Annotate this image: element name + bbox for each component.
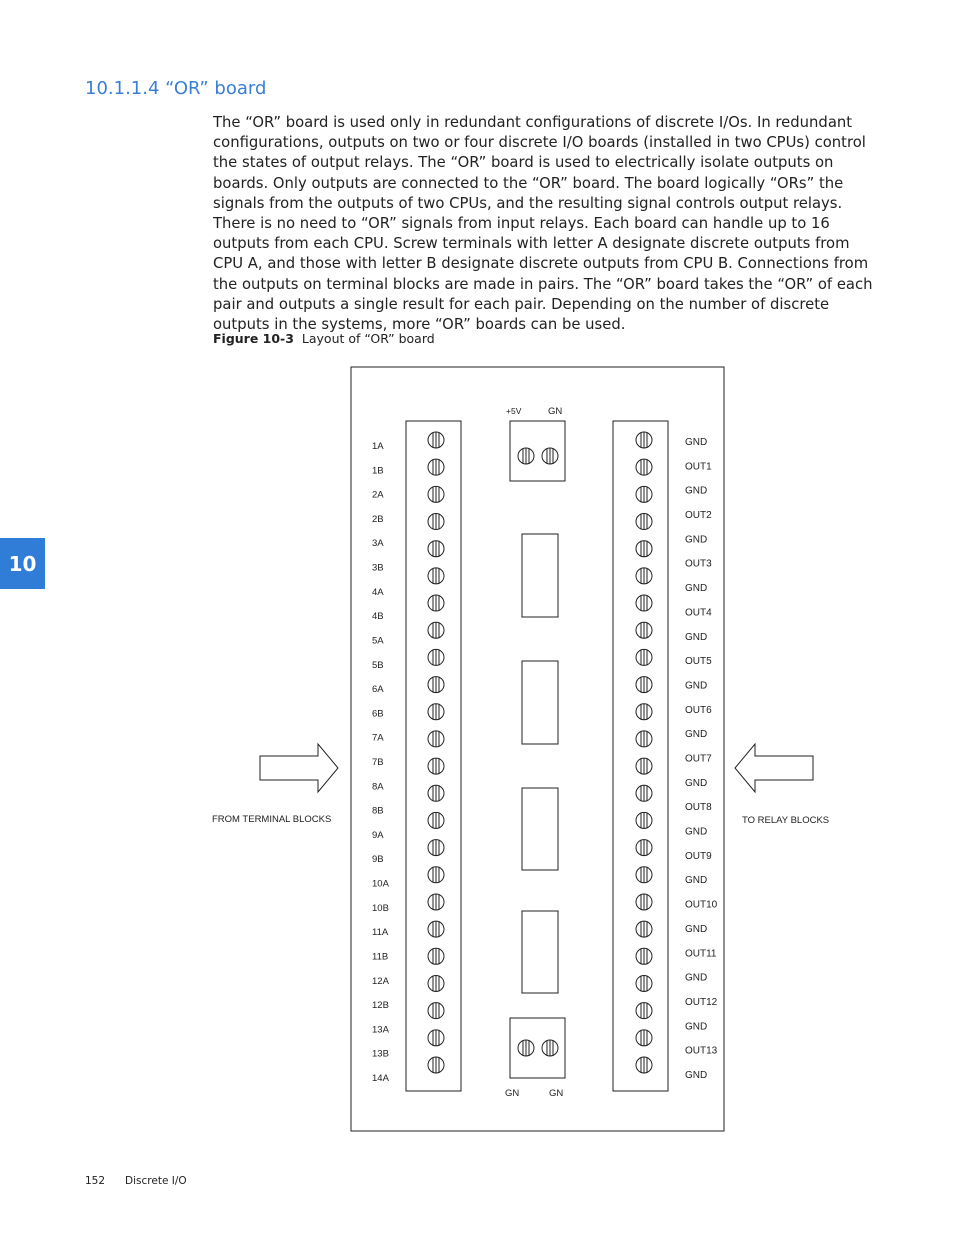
input-arrow-icon	[260, 744, 338, 792]
left-terminal-label: 3B	[372, 562, 384, 574]
right-terminal-label: OUT11	[685, 948, 717, 960]
right-screw-terminal	[636, 1003, 652, 1019]
right-screw-terminal	[636, 595, 652, 611]
left-screw-terminal	[428, 486, 444, 502]
left-terminal-label: 13B	[372, 1048, 389, 1060]
right-screw-terminal	[636, 459, 652, 475]
right-screw-terminal	[636, 649, 652, 665]
left-screw-terminal	[428, 432, 444, 448]
power-screw-terminal	[542, 1040, 558, 1056]
left-terminal-label: 12A	[372, 975, 389, 987]
left-terminal-label: 7B	[372, 757, 384, 768]
right-terminal-label: OUT4	[685, 607, 712, 619]
left-screw-terminal	[428, 948, 444, 964]
screw-terminals	[428, 432, 652, 1073]
left-terminal-label: 8B	[372, 805, 384, 817]
left-screw-terminal	[428, 622, 444, 638]
right-screw-terminal	[636, 1030, 652, 1046]
right-terminal-label: GND	[685, 875, 708, 887]
left-screw-terminal	[428, 1003, 444, 1019]
left-terminal-label: 11B	[372, 951, 389, 963]
power-screw-terminal	[518, 1040, 534, 1056]
right-screw-terminal	[636, 948, 652, 964]
left-screw-terminal	[428, 541, 444, 557]
right-screw-terminal	[636, 894, 652, 910]
output-arrow-icon	[735, 744, 813, 792]
left-terminal-label: 10A	[372, 878, 389, 890]
right-terminal-label: GND	[685, 437, 708, 448]
left-screw-terminal	[428, 514, 444, 530]
left-terminal-label: 9B	[372, 854, 384, 866]
right-screw-terminal	[636, 622, 652, 638]
left-screw-terminal	[428, 595, 444, 611]
right-terminal-label: GND	[685, 631, 708, 643]
right-screw-terminal	[636, 975, 652, 991]
left-screw-terminal	[428, 677, 444, 693]
left-terminal-labels	[372, 441, 390, 1084]
left-terminal-label: 14A	[372, 1073, 389, 1084]
isolation-chip-2	[522, 661, 558, 744]
figure-title: Layout of “OR” board	[301, 331, 435, 346]
right-terminal-label: GND	[685, 583, 708, 595]
left-screw-terminal	[428, 785, 444, 801]
footer-section-name: Discrete I/O	[125, 1175, 187, 1187]
right-screw-terminal	[636, 541, 652, 557]
left-screw-terminal	[428, 731, 444, 747]
right-terminal-label: GND	[685, 1021, 708, 1033]
right-screw-terminal	[636, 568, 652, 584]
power-label-gn-bottom-left: GN	[505, 1088, 520, 1099]
right-terminal-label: GND	[685, 729, 708, 741]
left-terminal-label: 10B	[372, 902, 389, 914]
right-screw-terminal	[636, 677, 652, 693]
right-screw-terminal	[636, 921, 652, 937]
right-screw-terminal	[636, 840, 652, 856]
left-screw-terminal	[428, 1057, 444, 1073]
isolation-chip-1	[522, 534, 558, 617]
power-screw-terminal	[518, 448, 534, 464]
body-paragraph: The “OR” board is used only in redundant configurations of discrete I/Os. In redundant configurations, outputs on two or four discrete I/O boards (installed in two CPUs) control the states of output relays. The “OR” board is used to electrically isolate outputs on boards. Only outputs are connected to the “OR” board. The board logically “ORs” the signals from the outputs of two CPUs, and the resulting signal controls output relays. There is no need to “OR” signals from input relays. Each board can handle up to 16 outputs from each CPU. Screw terminals with letter A designate discrete outputs from CPU A, and those with letter B designate discrete outputs from CPU B. Connections from the outputs on terminal blocks are made in pairs. The “OR” board takes the “OR” of each pair and outputs a single result for each pair. Depending on the number of discrete outputs in the systems, more “OR” boards can be used.	[213, 114, 873, 334]
left-terminal-label: 6A	[372, 684, 384, 696]
right-screw-terminal	[636, 785, 652, 801]
left-terminal-label: 5B	[372, 659, 384, 671]
left-terminal-label: 4A	[372, 586, 384, 598]
right-terminal-label: OUT6	[685, 704, 712, 716]
left-terminal-label: 1B	[372, 465, 384, 477]
left-terminal-label: 13A	[372, 1024, 389, 1036]
right-screw-terminal	[636, 867, 652, 883]
right-terminal-label: GND	[685, 680, 708, 692]
left-screw-terminal	[428, 840, 444, 856]
right-terminal-label: OUT10	[685, 899, 718, 911]
left-terminal-label: 2B	[372, 513, 384, 525]
right-terminal-label: OUT9	[685, 850, 712, 862]
right-terminal-label: OUT5	[685, 656, 712, 668]
chapter-tab: 10	[0, 538, 45, 589]
left-terminal-label: 6B	[372, 708, 384, 720]
right-screw-terminal	[636, 514, 652, 530]
left-terminal-label: 11A	[372, 927, 389, 939]
left-screw-terminal	[428, 1030, 444, 1046]
page-footer	[85, 1175, 187, 1187]
section-heading: 10.1.1.4 “OR” board	[85, 78, 267, 99]
right-terminal-labels	[685, 437, 718, 1081]
right-screw-terminal	[636, 731, 652, 747]
right-screw-terminal	[636, 1057, 652, 1073]
right-terminal-label: GND	[685, 923, 708, 935]
right-terminal-label: OUT7	[685, 753, 712, 765]
power-screw-terminal	[542, 448, 558, 464]
right-terminal-label: OUT13	[685, 1045, 718, 1057]
left-screw-terminal	[428, 867, 444, 883]
right-terminal-label: OUT1	[685, 461, 712, 473]
page-number: 152	[85, 1175, 106, 1187]
isolation-chip-3	[522, 788, 558, 870]
figure-number: Figure 10-3	[213, 331, 294, 346]
left-terminal-label: 3A	[372, 538, 384, 550]
right-terminal-label: OUT12	[685, 996, 718, 1008]
right-terminal-label: GND	[685, 777, 708, 789]
left-terminal-label: 1A	[372, 441, 384, 452]
right-screw-terminal	[636, 432, 652, 448]
left-screw-terminal	[428, 459, 444, 475]
left-screw-terminal	[428, 812, 444, 828]
isolation-chip-4	[522, 911, 558, 993]
right-terminal-label: GND	[685, 826, 708, 838]
right-screw-terminal	[636, 486, 652, 502]
left-screw-terminal	[428, 758, 444, 774]
right-screw-terminal	[636, 704, 652, 720]
left-terminal-label: 8A	[372, 781, 384, 793]
from-terminal-blocks-label: FROM TERMINAL BLOCKS	[212, 814, 332, 825]
left-terminal-label: 4B	[372, 611, 384, 623]
right-terminal-label: GND	[685, 972, 708, 984]
left-screw-terminal	[428, 975, 444, 991]
left-screw-terminal	[428, 894, 444, 910]
left-terminal-label: 7A	[372, 732, 384, 744]
right-terminal-label: GND	[685, 1070, 708, 1081]
right-terminal-label: OUT3	[685, 558, 712, 570]
left-screw-terminal	[428, 704, 444, 720]
left-terminal-label: 5A	[372, 635, 384, 647]
power-label-5v: +5V	[506, 406, 522, 416]
left-terminal-label: 2A	[372, 489, 384, 501]
left-terminal-label: 9A	[372, 829, 384, 841]
right-screw-terminal	[636, 758, 652, 774]
right-terminal-label: GND	[685, 534, 708, 546]
right-terminal-label: OUT8	[685, 802, 712, 814]
to-relay-blocks-label: TO RELAY BLOCKS	[742, 815, 830, 826]
power-label-gn-bottom-right: GN	[549, 1088, 564, 1099]
left-screw-terminal	[428, 568, 444, 584]
left-screw-terminal	[428, 649, 444, 665]
right-terminal-label: OUT2	[685, 510, 712, 522]
right-screw-terminal	[636, 812, 652, 828]
power-label-gn-top: GN	[548, 406, 563, 417]
right-terminal-label: GND	[685, 485, 708, 497]
left-terminal-label: 12B	[372, 1000, 389, 1012]
left-screw-terminal	[428, 921, 444, 937]
